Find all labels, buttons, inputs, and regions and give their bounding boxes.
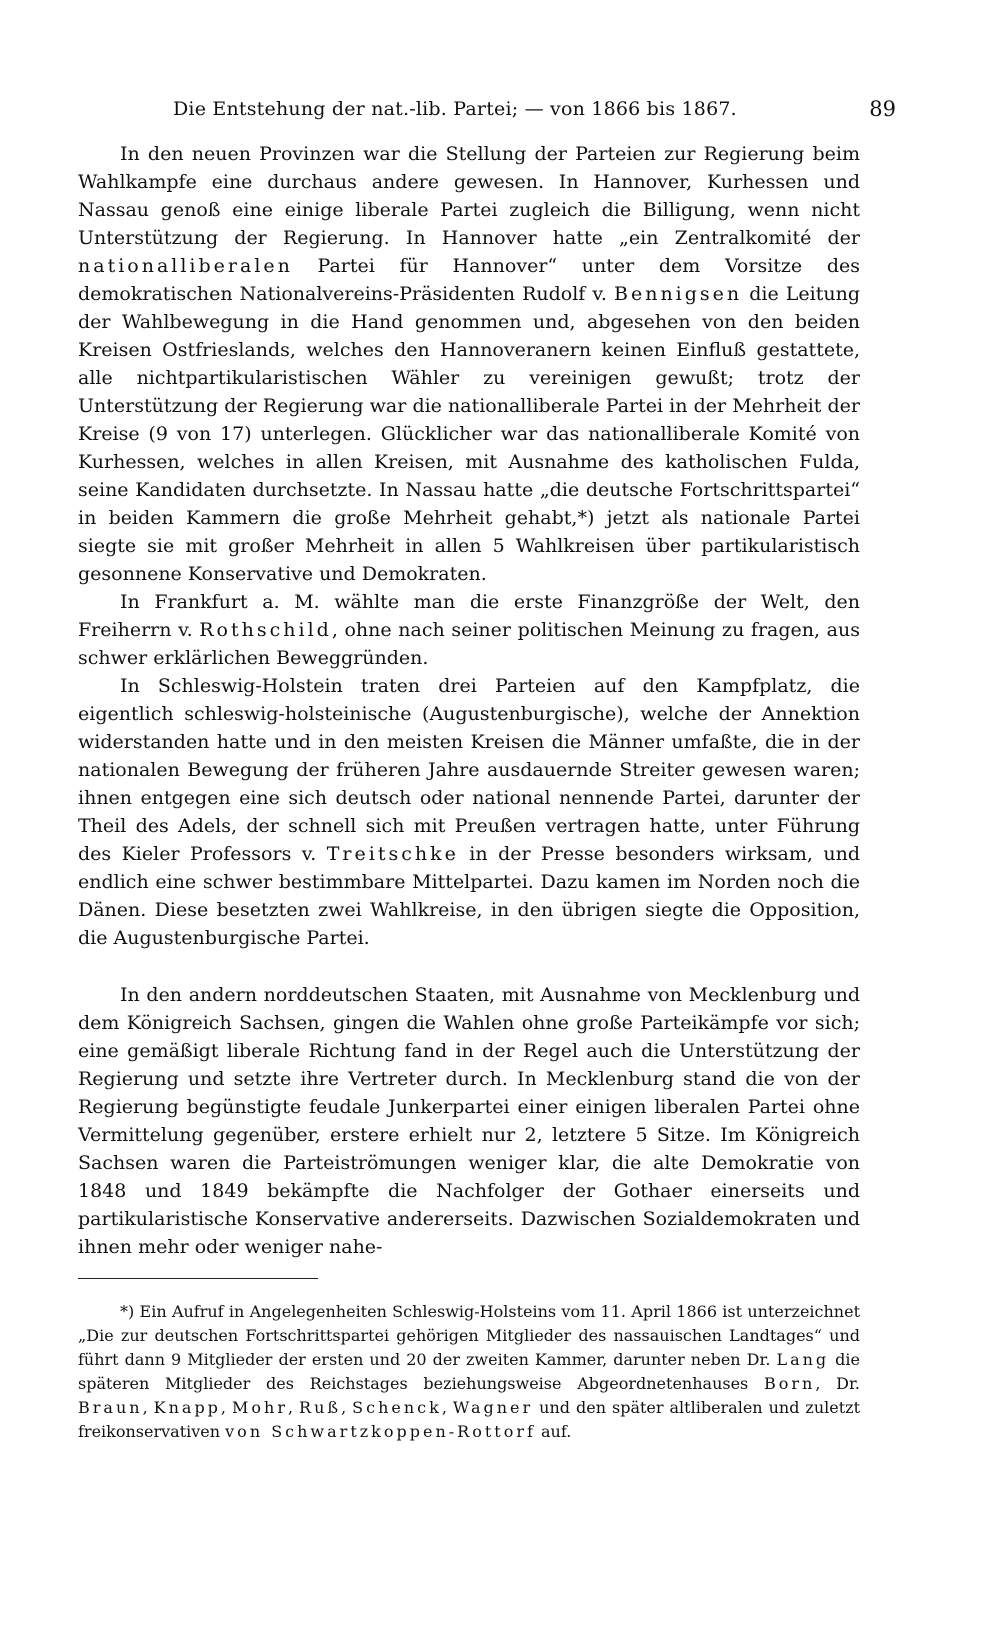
spaced-name: Schenck bbox=[352, 1398, 442, 1417]
text-run: , bbox=[287, 1398, 300, 1417]
spaced-name: Wagner bbox=[452, 1398, 534, 1417]
text-run: In den neuen Provinzen war die Stellung der Parteien zur Regierung beim Wahlkampfe eine durchaus andere gewesen. In Hannover, Kurhessen und Nassau genoß eine einige liberale Partei zugleich die Billigung, wenn nicht Unterstützung der Regierung. In Hannover hatte „ein Zentralkomité der bbox=[78, 143, 860, 249]
spaced-name: Knapp bbox=[153, 1398, 221, 1417]
text-run: In den andern norddeutschen Staaten, mit Ausnahme von Mecklenburg und dem Königreich Sachsen, gingen die Wahlen ohne große Parteikämpfe vor sich; eine gemäßigt liberale Richtung fand in der Regel auch die Unterstützung der Regierung und setzte ihre Vertreter durch. In Mecklenburg stand die von der Regierung begünstigte feudale Junkerpartei einer einigen liberalen Partei ohne Vermittelung gegenüber, erstere erhielt nur 2, letztere 5 Sitze. Im Königreich Sachsen waren die Parteiströmungen weniger klar, die alte Demokratie von 1848 und 1849 bekämpfte die Nachfolger der Gothaer einerseits und partikularistische Konservative andererseits. Dazwischen Sozialdemokraten und ihnen mehr oder weniger nahe- bbox=[78, 984, 860, 1258]
text-run: In Schleswig-Holstein traten drei Parteien auf den Kampfplatz, die eigentlich schleswig-holsteinische (Augustenburgische), welche der Annektion widerstanden hatte und in den meisten Kreisen die Männer umfaßte, die in der nationalen Bewegung der früheren Jahre ausdauernde Streiter gewesen waren; ihnen entgegen eine sich deutsch oder national nennende Partei, darunter der Theil des Adels, der schnell sich mit Preußen vertragen hatte, unter Führung des Kieler Professors v. bbox=[78, 675, 860, 865]
spaced-name: Ruß bbox=[299, 1398, 342, 1417]
section-gap bbox=[78, 952, 860, 981]
text-run: , bbox=[341, 1398, 353, 1417]
paragraph bbox=[78, 588, 860, 672]
paragraph bbox=[78, 672, 860, 952]
spaced-name: Rothschild bbox=[199, 619, 332, 641]
spaced-name: nationalliberalen bbox=[78, 255, 293, 277]
text-run: , ohne nach seiner politischen Meinung zu fragen, aus schwer erklärlichen Beweggründen. bbox=[78, 619, 860, 669]
text-run: und den später altliberalen und zuletzt freikonservativen bbox=[78, 1398, 861, 1441]
paragraph bbox=[78, 981, 860, 1261]
text-run: *) Ein Aufruf in Angelegenheiten Schleswig-Holsteins vom 11. April 1866 ist unterzeichnet „Die zur deutschen Fortschrittspartei gehörigen Mitglieder des nassauischen Landtages“ und führt dann 9 Mitglieder der ersten und 20 der zweiten Kammer, darunter neben Dr. bbox=[78, 1302, 860, 1369]
text-run: die späteren Mitglieder des Reichstages beziehungsweise Abgeordnetenhauses bbox=[78, 1350, 860, 1393]
running-title: Die Entstehung der nat.-lib. Partei; — von 1866 bis 1867. bbox=[173, 98, 737, 120]
text-run: In Frankfurt a. M. wählte man die erste Finanzgröße der Welt, den Freiherrn v. bbox=[78, 591, 860, 641]
paragraph bbox=[78, 140, 860, 588]
text-run: , bbox=[142, 1398, 154, 1417]
text-run: die Leitung der Wahlbewegung in die Hand genommen und, abgesehen von den beiden Kreisen Ostfrieslands, welches den Hannoveranern keinen Einfluß gestattete, alle nichtpartikularistischen Wähler zu vereinigen gewußt; trotz der Unterstützung der Regierung war die nationalliberale Partei in der Mehrheit der Kreise (9 von 17) unterlegen. Glücklicher war das nationalliberale Komité von Kurhessen, welches in allen Kreisen, mit Ausnahme des katholischen Fulda, seine Kandidaten durchsetzte. In Nassau hatte „die deutsche Fortschrittspartei“ in beiden Kammern die große Mehrheit gehabt,*) jetzt als nationale Partei siegte sie mit großer Mehrheit in allen 5 Wahlkreisen über partikularistisch gesonnene Konservative und Demokraten. bbox=[78, 283, 860, 585]
spaced-name: von Schwartzkoppen-Rottorf bbox=[225, 1422, 536, 1441]
spaced-name: Mohr bbox=[232, 1398, 288, 1417]
page-number: 89 bbox=[869, 97, 896, 121]
text-run: in der Presse besonders wirksam, und endlich eine schwer bestimmbare Mittelpartei. Dazu kamen im Norden noch die Dänen. Diese besetzten zwei Wahlkreise, in den übrigen siegte die Opposition, die Augustenburgische Partei. bbox=[78, 843, 860, 949]
footnote bbox=[78, 1300, 860, 1444]
footnote-rule bbox=[78, 1278, 318, 1279]
spaced-name: Bennigsen bbox=[614, 283, 743, 305]
text-run: Partei für Hannover“ unter dem Vorsitze des demokratischen Nationalvereins-Präsidenten Rudolf v. bbox=[78, 255, 860, 305]
spaced-name: Treitschke bbox=[326, 843, 459, 865]
body-text bbox=[78, 140, 860, 1261]
text-run: , bbox=[441, 1398, 453, 1417]
spaced-name: Lang bbox=[776, 1350, 830, 1369]
spaced-name: Braun bbox=[78, 1398, 143, 1417]
spaced-name: Born bbox=[764, 1374, 816, 1393]
text-run: , bbox=[220, 1398, 232, 1417]
text-run: , Dr. bbox=[815, 1374, 860, 1393]
text-run: auf. bbox=[535, 1422, 572, 1441]
page-header bbox=[78, 94, 896, 124]
